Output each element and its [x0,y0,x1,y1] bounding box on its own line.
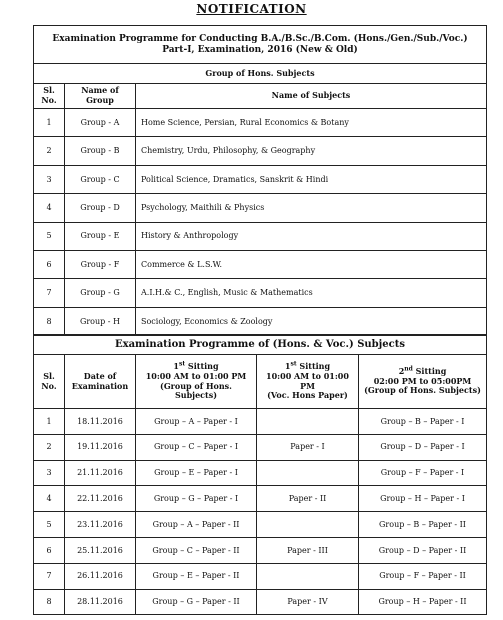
table-row [34,222,487,250]
exam-heading-line2: Part-I, Examination, 2016 (New & Old) [162,44,358,55]
row-subjects: A.I.H.& C., English, Music & Mathematics [136,279,487,307]
second-sitting-sup: nd [404,365,413,373]
col-date: Date of Examination [65,355,136,409]
row-subjects: Home Science, Persian, Rural Economics & Botany [136,109,487,137]
schedule-heading: Examination Programme of (Hons. & Voc.) Subjects [34,335,487,355]
row-first-sitting: Group – C – Paper - II [136,537,257,563]
table-row [34,409,487,435]
table-row [34,109,487,137]
row-second-sitting: Group – B – Paper - II [359,512,487,538]
row-date: 18.11.2016 [65,409,136,435]
row-group: Group - F [65,250,136,278]
row-first-sitting: Group – G – Paper - I [136,486,257,512]
voc-sitting-time: 10:00 AM to 01:00 PM [266,370,349,391]
first-sitting-sup: st [178,360,186,368]
table-row [34,512,487,538]
row-sl: 6 [34,537,65,563]
row-group: Group - C [65,165,136,193]
row-group: Group - G [65,279,136,307]
table-row [34,194,487,222]
row-date: 21.11.2016 [65,460,136,486]
row-group: Group - E [65,222,136,250]
row-voc-paper: Paper - II [257,486,359,512]
table-row [34,279,487,307]
first-sitting-note: (Group of Hons. Subjects) [160,380,232,401]
row-group: Group - H [65,307,136,335]
row-group: Group - B [65,137,136,165]
exam-schedule-table [33,334,487,615]
row-second-sitting: Group – D – Paper - II [359,537,487,563]
first-sitting-title: Sitting [185,361,219,372]
first-sitting-time: 10:00 AM to 01:00 PM [145,370,247,381]
row-first-sitting: Group – C – Paper - I [136,434,257,460]
row-voc-paper: Paper - III [257,537,359,563]
col-first-sitting-voc [257,355,359,409]
exam-heading-line1: Examination Programme for Conducting B.A./B.Sc./B.Com. (Hons./Gen./Sub./Voc.) [52,33,468,44]
row-date: 22.11.2016 [65,486,136,512]
row-first-sitting: Group – A – Paper - II [136,512,257,538]
section-heading: Group of Hons. Subjects [34,64,487,84]
row-second-sitting: Group – H – Paper - II [359,589,487,615]
table-row [34,250,487,278]
col-first-sitting-hons [136,355,257,409]
row-date: 26.11.2016 [65,563,136,589]
row-sl: 1 [34,409,65,435]
row-sl: 7 [34,563,65,589]
table-row [34,434,487,460]
voc-sitting-num: 1 [284,361,291,372]
second-sitting-title: Sitting [412,366,447,377]
row-second-sitting: Group – B – Paper - I [359,409,487,435]
row-group: Group - D [65,194,136,222]
row-first-sitting: Group – E – Paper - I [136,460,257,486]
col-second-sitting [359,355,487,409]
row-sl: 3 [34,165,65,193]
row-first-sitting: Group – A – Paper - I [136,409,257,435]
table-row [34,137,487,165]
row-sl: 5 [34,512,65,538]
second-sitting-note: (Group of Hons. Subjects) [364,385,481,396]
row-second-sitting: Group – F – Paper - II [359,563,487,589]
row-sl: 3 [34,460,65,486]
row-voc-paper [257,563,359,589]
row-voc-paper: Paper - I [257,434,359,460]
row-first-sitting: Group – G – Paper - II [136,589,257,615]
row-sl: 4 [34,194,65,222]
row-sl: 8 [34,307,65,335]
row-subjects: Chemistry, Urdu, Philosophy, & Geography [136,137,487,165]
row-voc-paper [257,512,359,538]
row-subjects: Commerce & L.S.W. [136,250,487,278]
col-sl: Sl. No. [34,355,65,409]
row-subjects: Sociology, Economics & Zoology [136,307,487,335]
second-sitting-time: 02:00 PM to 05:00PM [373,375,472,386]
exam-heading [34,26,487,64]
col-group: Name of Group [65,84,136,109]
second-sitting-num: 2 [398,366,405,377]
row-sl: 4 [34,486,65,512]
row-second-sitting: Group – D – Paper - I [359,434,487,460]
voc-sitting-note: (Voc. Hons Paper) [267,390,348,401]
row-voc-paper [257,409,359,435]
row-sl: 2 [34,137,65,165]
row-subjects: Psychology, Maithili & Physics [136,194,487,222]
col-sl: Sl. No. [34,84,65,109]
page-title: NOTIFICATION [196,2,307,16]
row-first-sitting: Group – E – Paper - II [136,563,257,589]
row-date: 23.11.2016 [65,512,136,538]
voc-sitting-title: Sitting [296,361,331,372]
row-date: 25.11.2016 [65,537,136,563]
row-group: Group - A [65,109,136,137]
table-row [34,307,487,335]
row-date: 28.11.2016 [65,589,136,615]
row-sl: 1 [34,109,65,137]
row-subjects: Political Science, Dramatics, Sanskrit & Hindi [136,165,487,193]
voc-sitting-sup: st [290,360,297,368]
row-second-sitting: Group – H – Paper - I [359,486,487,512]
row-subjects: History & Anthropology [136,222,487,250]
table-row [34,486,487,512]
row-second-sitting: Group – F – Paper - I [359,460,487,486]
row-sl: 7 [34,279,65,307]
row-voc-paper: Paper - IV [257,589,359,615]
table-row [34,165,487,193]
row-sl: 6 [34,250,65,278]
table-row [34,537,487,563]
row-sl: 2 [34,434,65,460]
row-sl: 8 [34,589,65,615]
row-voc-paper [257,460,359,486]
row-date: 19.11.2016 [65,434,136,460]
col-subjects: Name of Subjects [136,84,487,109]
row-sl: 5 [34,222,65,250]
table-row [34,460,487,486]
table-row [34,563,487,589]
group-subjects-table [33,25,487,336]
table-row [34,589,487,615]
first-sitting-num: 1 [173,361,179,372]
